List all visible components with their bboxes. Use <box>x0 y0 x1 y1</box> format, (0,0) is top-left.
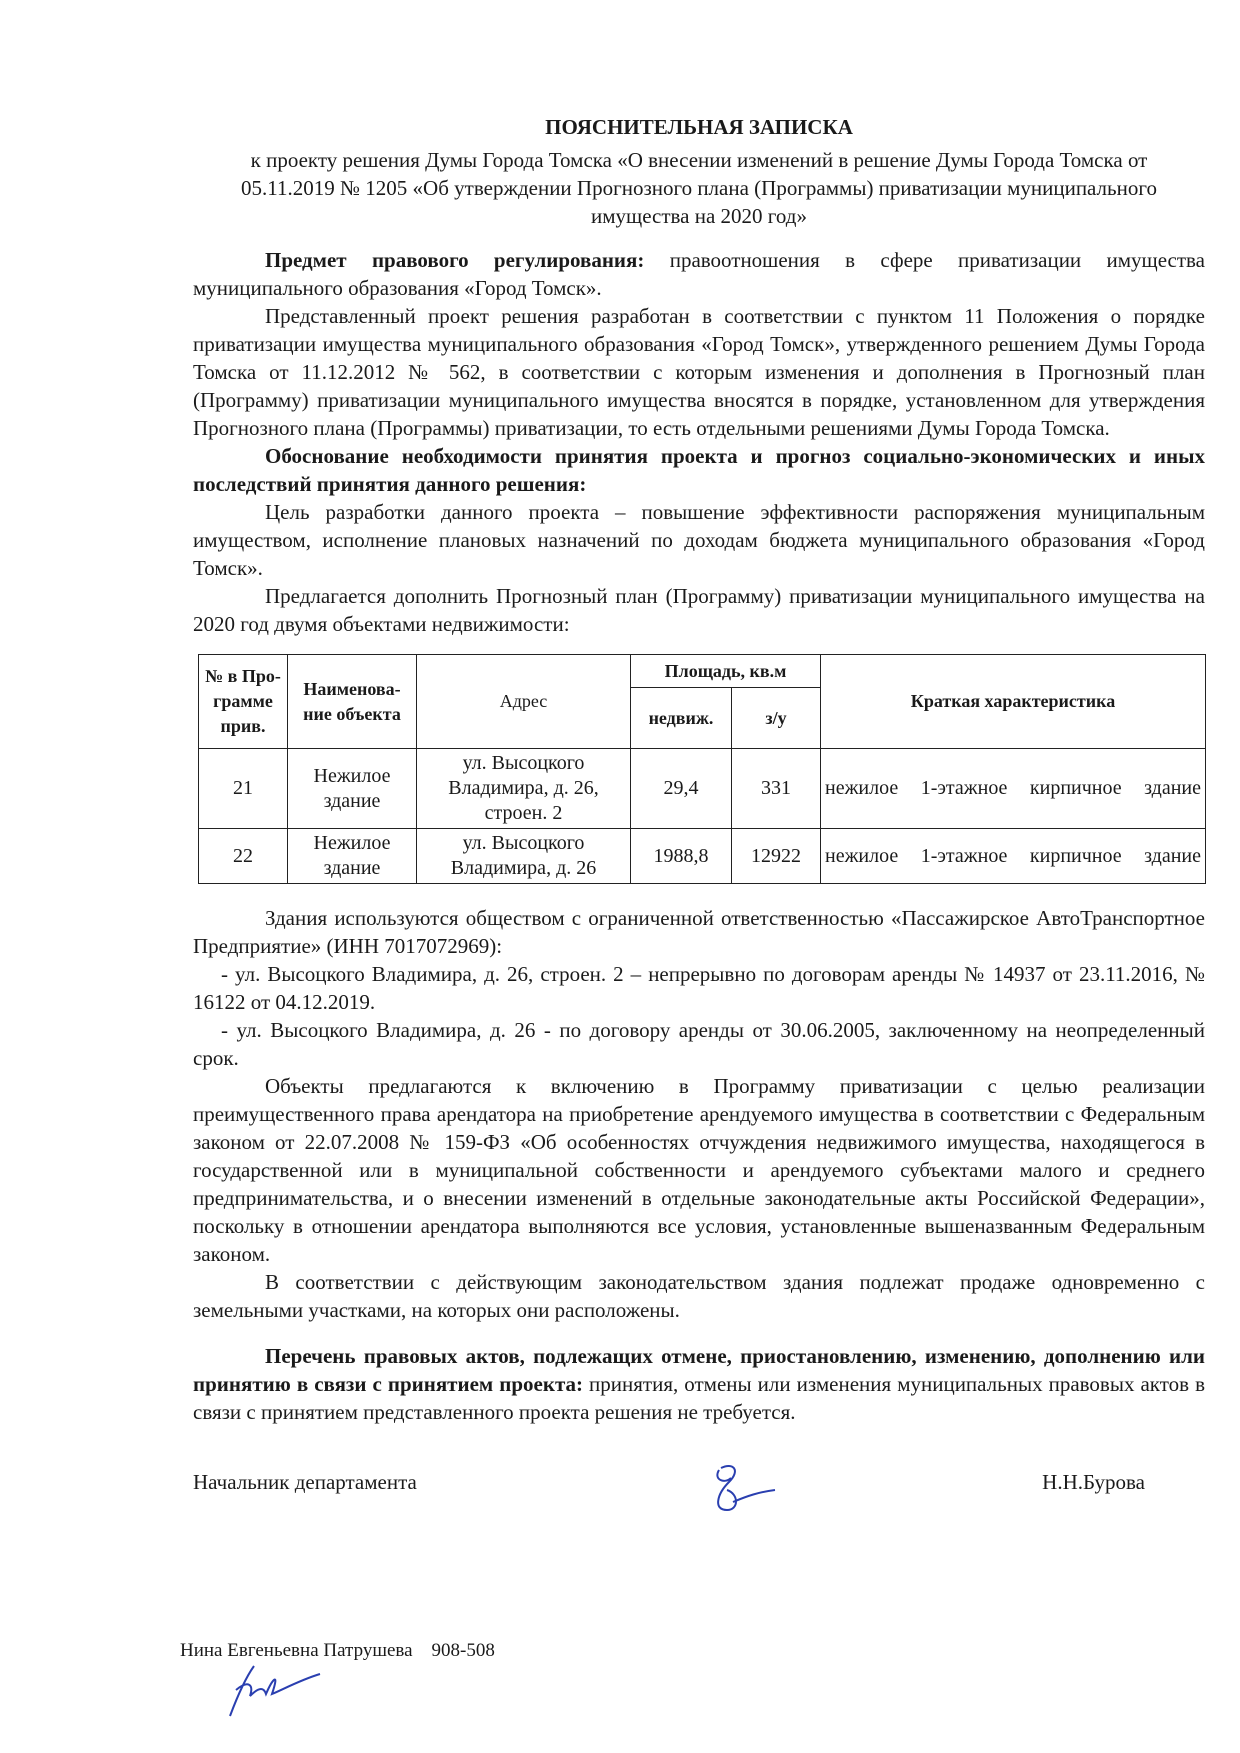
paragraph-proposal: Предлагается дополнить Прогнозный план (Программу) приватизации муниципального имущества на 2020 год двумя объектами недвижимости: <box>193 584 1205 636</box>
paragraph-lease-2: - ул. Высоцкого Владимира, д. 26 - по договору аренды от 30.06.2005, заключенному на неопределенный срок. <box>193 1018 1205 1070</box>
paragraph-legal-acts <box>193 1342 1205 1426</box>
paragraph-subject <box>193 246 1205 302</box>
document-body <box>193 112 1205 1520</box>
header-area-land: з/у <box>732 688 821 749</box>
header-desc: Краткая характеристика <box>821 655 1206 749</box>
subject-label: Предмет правового регулирования: <box>265 248 645 272</box>
contact-text: Нина Евгеньевна Патрушева 908-508 <box>180 1640 495 1661</box>
cell-area-building: 29,4 <box>631 749 732 829</box>
table-row <box>199 829 1206 884</box>
signatory-name: Н.Н.Бурова <box>1042 1470 1145 1494</box>
cell-area-land: 12922 <box>732 829 821 884</box>
justification-heading: Обоснование необходимости принятия проекта и прогноз социально-экономических и иных последствий принятия данного решения: <box>193 444 1205 496</box>
contact-person <box>180 1640 495 1662</box>
handwritten-signature-icon <box>703 1460 783 1516</box>
cell-num: 21 <box>199 749 288 829</box>
header-num: № в Про-грамме прив. <box>199 655 288 749</box>
header-address: Адрес <box>417 655 631 749</box>
paragraph-tenant: Здания используются обществом с ограниченной ответственностью «Пассажирское АвтоТранспортное Предприятие» (ИНН 7017072969): <box>193 906 1205 958</box>
header-area: Площадь, кв.м <box>631 655 821 688</box>
cell-address: ул. Высоцкого Владимира, д. 26, строен. 2 <box>417 749 631 829</box>
cell-desc: нежилое 1-этажное кирпичное здание <box>821 749 1206 829</box>
legal-acts-label: Перечень правовых актов, подлежащих отмене, приостановлению, изменению, дополнению или принятию в связи с принятием проекта: <box>193 1344 1205 1396</box>
signature-block <box>193 1460 1205 1520</box>
cell-address: ул. Высоцкого Владимира, д. 26 <box>417 829 631 884</box>
paragraph-land: В соответствии с действующим законодательством здания подлежат продаже одновременно с земельными участками, на которых они расположены. <box>193 1270 1205 1322</box>
cell-name: Нежилое здание <box>288 749 417 829</box>
header-name: Наименова-ние объекта <box>288 655 417 749</box>
document-title: ПОЯСНИТЕЛЬНАЯ ЗАПИСКА <box>545 115 853 139</box>
paragraph-goal: Цель разработки данного проекта – повышение эффективности распоряжения муниципальным имуществом, исполнение плановых назначений по доходам бюджета муниципального образования «Город Томск». <box>193 500 1205 580</box>
legal-acts-text: принятия, отмены или изменения муниципальных правовых актов в связи с принятием представленного проекта решения не требуется. <box>193 1372 1205 1424</box>
document-subtitle: к проекту решения Думы Города Томска «О внесении изменений в решение Думы Города Томска от 05.11.2019 № 1205 «Об утверждении Прогнозного плана (Программы) приватизации муниципального имущества на 2020 год» <box>241 148 1157 228</box>
subject-text: правоотношения в сфере приватизации имущества муниципального образования «Город Томск». <box>193 248 1205 300</box>
cell-area-building: 1988,8 <box>631 829 732 884</box>
cell-desc: нежилое 1-этажное кирпичное здание <box>821 829 1206 884</box>
table-row <box>199 749 1206 829</box>
paragraph-lease-1: - ул. Высоцкого Владимира, д. 26, строен. 2 – непрерывно по договорам аренды № 14937 от 23.11.2016, № 16122 от 04.12.2019. <box>193 962 1205 1014</box>
cell-num: 22 <box>199 829 288 884</box>
paragraph-justification-heading <box>193 442 1205 498</box>
signatory-position: Начальник департамента <box>193 1470 417 1494</box>
paragraph-basis: Представленный проект решения разработан в соответствии с пунктом 11 Положения о порядке приватизации имущества муниципального образования «Город Томск», утвержденного решением Думы Города Томска от 11.12.2012 № 562, в соответствии с которым изменения и дополнения в Прогнозный план (Программу) приватизации муниципального имущества вносятся в порядке, установленном для утверждения Прогнозного плана (Программы) приватизации, то есть отдельными решениями Думы Города Томска. <box>193 304 1205 440</box>
header-area-building: недвиж. <box>631 688 732 749</box>
paragraph-purpose: Объекты предлагаются к включению в Программу приватизации с целью реализации преимущественного права арендатора на приобретение арендуемого имущества в соответствии с Федеральным законом от 22.07.2008 № 159-ФЗ «Об особенностях отчуждения недвижимого имущества, находящегося в государственной или в муниципальной собственности и арендуемого субъектами малого и среднего предпринимательства, и о внесении изменений в отдельные законодательные акты Российской Федерации», поскольку в отношении арендатора выполняются все условия, установленные вышеназванным Федеральным законом. <box>193 1074 1205 1266</box>
initials-signature-icon <box>220 1660 330 1720</box>
cell-name: Нежилое здание <box>288 829 417 884</box>
cell-area-land: 331 <box>732 749 821 829</box>
objects-table <box>198 654 1206 884</box>
